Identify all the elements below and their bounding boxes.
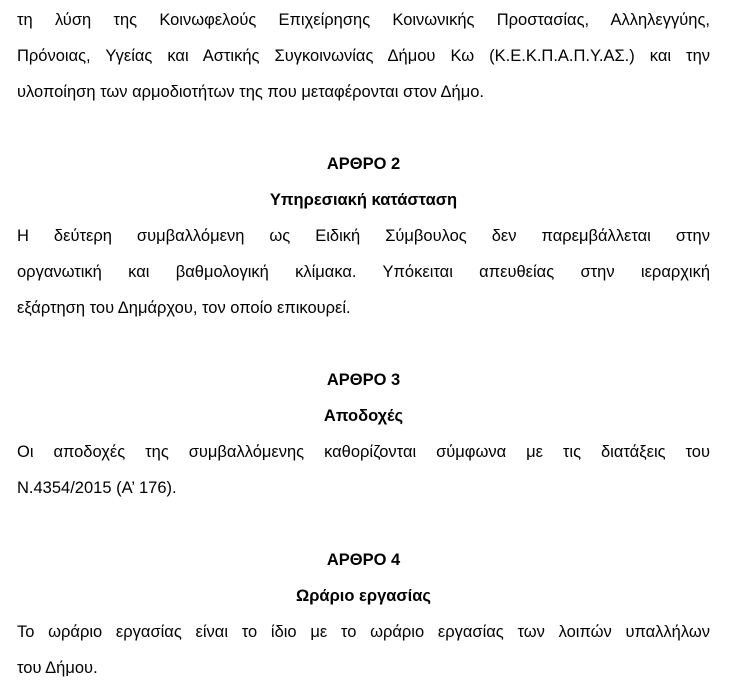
article-title: Υπηρεσιακή κατάσταση [269, 191, 458, 209]
article-number: ΑΡΘΡΟ 4 [326, 551, 401, 569]
article-3 [17, 362, 710, 506]
article-2 [17, 146, 710, 326]
article-4 [17, 542, 710, 686]
paragraph-line: του Δήμου. [17, 659, 98, 677]
spacer [17, 110, 710, 146]
paragraph-line: Οι αποδοχές της συμβαλλόμενης καθορίζονται σύμφωνα με τις διατάξεις του [17, 443, 710, 461]
spacer [17, 506, 710, 542]
paragraph-line: τη λύση της Κοινωφελούς Επιχείρησης Κοινωνικής Προστασίας, Αλληλεγγύης, [17, 11, 710, 29]
article-title: Ωράριο εργασίας [296, 587, 431, 605]
paragraph-line: Το ωράριο εργασίας είναι το ίδιο με το ωράριο εργασίας των λοιπών υπαλλήλων [17, 623, 710, 641]
spacer [17, 326, 710, 362]
paragraph-line: Πρόνοιας, Υγείας και Αστικής Συγκοινωνίας Δήμου Κω (Κ.Ε.Κ.Π.Α.Π.Υ.ΑΣ.) και την [17, 47, 710, 65]
paragraph-line: υλοποίηση των αρμοδιοτήτων της που μεταφέρονται στον Δήμο. [17, 83, 485, 101]
article-number: ΑΡΘΡΟ 2 [326, 155, 401, 173]
paragraph-line: Ν.4354/2015 (Α’ 176). [17, 479, 177, 497]
paragraph-line: οργανωτική και βαθμολογική κλίμακα. Υπόκειται απευθείας στην ιεραρχική [17, 263, 710, 281]
document-page [17, 0, 710, 686]
article-number: ΑΡΘΡΟ 3 [326, 371, 401, 389]
article-title: Αποδοχές [323, 407, 404, 425]
intro-paragraph [17, 2, 710, 110]
paragraph-line: εξάρτηση του Δημάρχου, τον οποίο επικουρεί. [17, 299, 351, 317]
paragraph-line: Η δεύτερη συμβαλλόμενη ως Ειδική Σύμβουλος δεν παρεμβάλλεται στην [17, 227, 710, 245]
